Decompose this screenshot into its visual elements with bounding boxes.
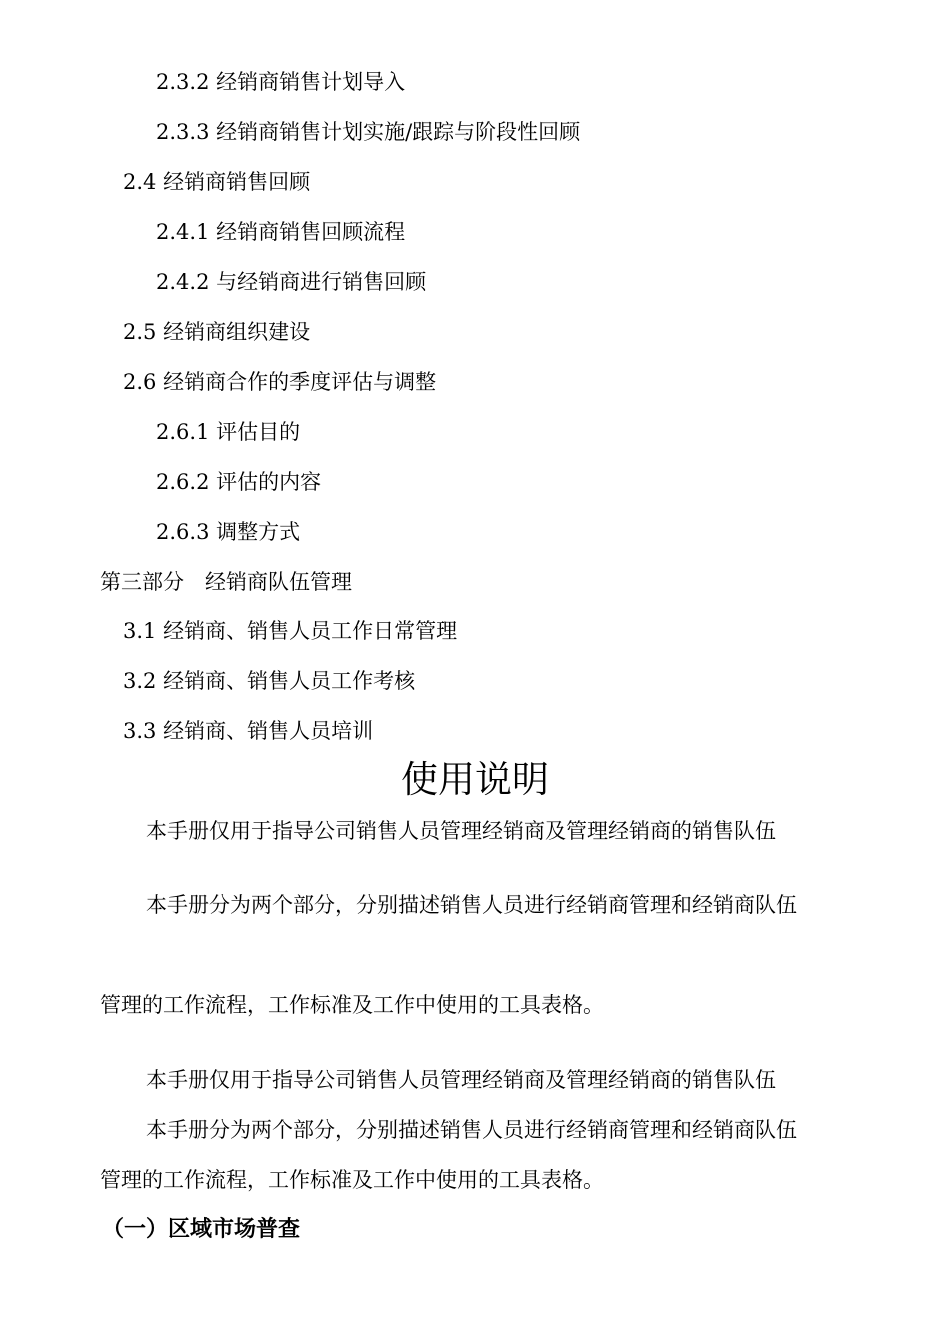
paragraph-line: 本手册仅用于指导公司销售人员管理经销商及管理经销商的销售队伍 xyxy=(146,1068,776,1092)
section-subheading: （一）区域市场普查 xyxy=(102,1216,301,1242)
toc-entry-2-6-3: 2.6.3 调整方式 xyxy=(156,520,301,544)
section-title: 使用说明 xyxy=(401,758,549,801)
toc-entry-part-3: 第三部分 经销商队伍管理 xyxy=(100,570,352,594)
toc-entry-3-3: 3.3 经销商、销售人员培训 xyxy=(123,719,374,743)
toc-entry-2-3-2: 2.3.2 经销商销售计划导入 xyxy=(156,70,406,94)
toc-entry-2-4-2: 2.4.2 与经销商进行销售回顾 xyxy=(156,270,427,294)
paragraph-line: 本手册仅用于指导公司销售人员管理经销商及管理经销商的销售队伍 xyxy=(146,819,776,843)
toc-entry-2-6: 2.6 经销商合作的季度评估与调整 xyxy=(123,370,437,394)
paragraph-line: 本手册分为两个部分，分别描述销售人员进行经销商管理和经销商队伍 xyxy=(146,1118,797,1142)
toc-entry-3-1: 3.1 经销商、销售人员工作日常管理 xyxy=(123,619,458,643)
toc-entry-2-3-3: 2.3.3 经销商销售计划实施/跟踪与阶段性回顾 xyxy=(156,120,581,144)
toc-entry-2-4-1: 2.4.1 经销商销售回顾流程 xyxy=(156,220,406,244)
toc-entry-2-6-1: 2.6.1 评估目的 xyxy=(156,420,301,444)
toc-entry-2-5: 2.5 经销商组织建设 xyxy=(123,320,311,344)
paragraph-line: 本手册分为两个部分，分别描述销售人员进行经销商管理和经销商队伍 xyxy=(146,893,797,917)
toc-entry-2-4: 2.4 经销商销售回顾 xyxy=(123,170,311,194)
toc-entry-3-2: 3.2 经销商、销售人员工作考核 xyxy=(123,669,416,693)
paragraph-line: 管理的工作流程，工作标准及工作中使用的工具表格。 xyxy=(100,1168,604,1192)
paragraph-line: 管理的工作流程，工作标准及工作中使用的工具表格。 xyxy=(100,993,604,1017)
toc-entry-2-6-2: 2.6.2 评估的内容 xyxy=(156,470,322,494)
